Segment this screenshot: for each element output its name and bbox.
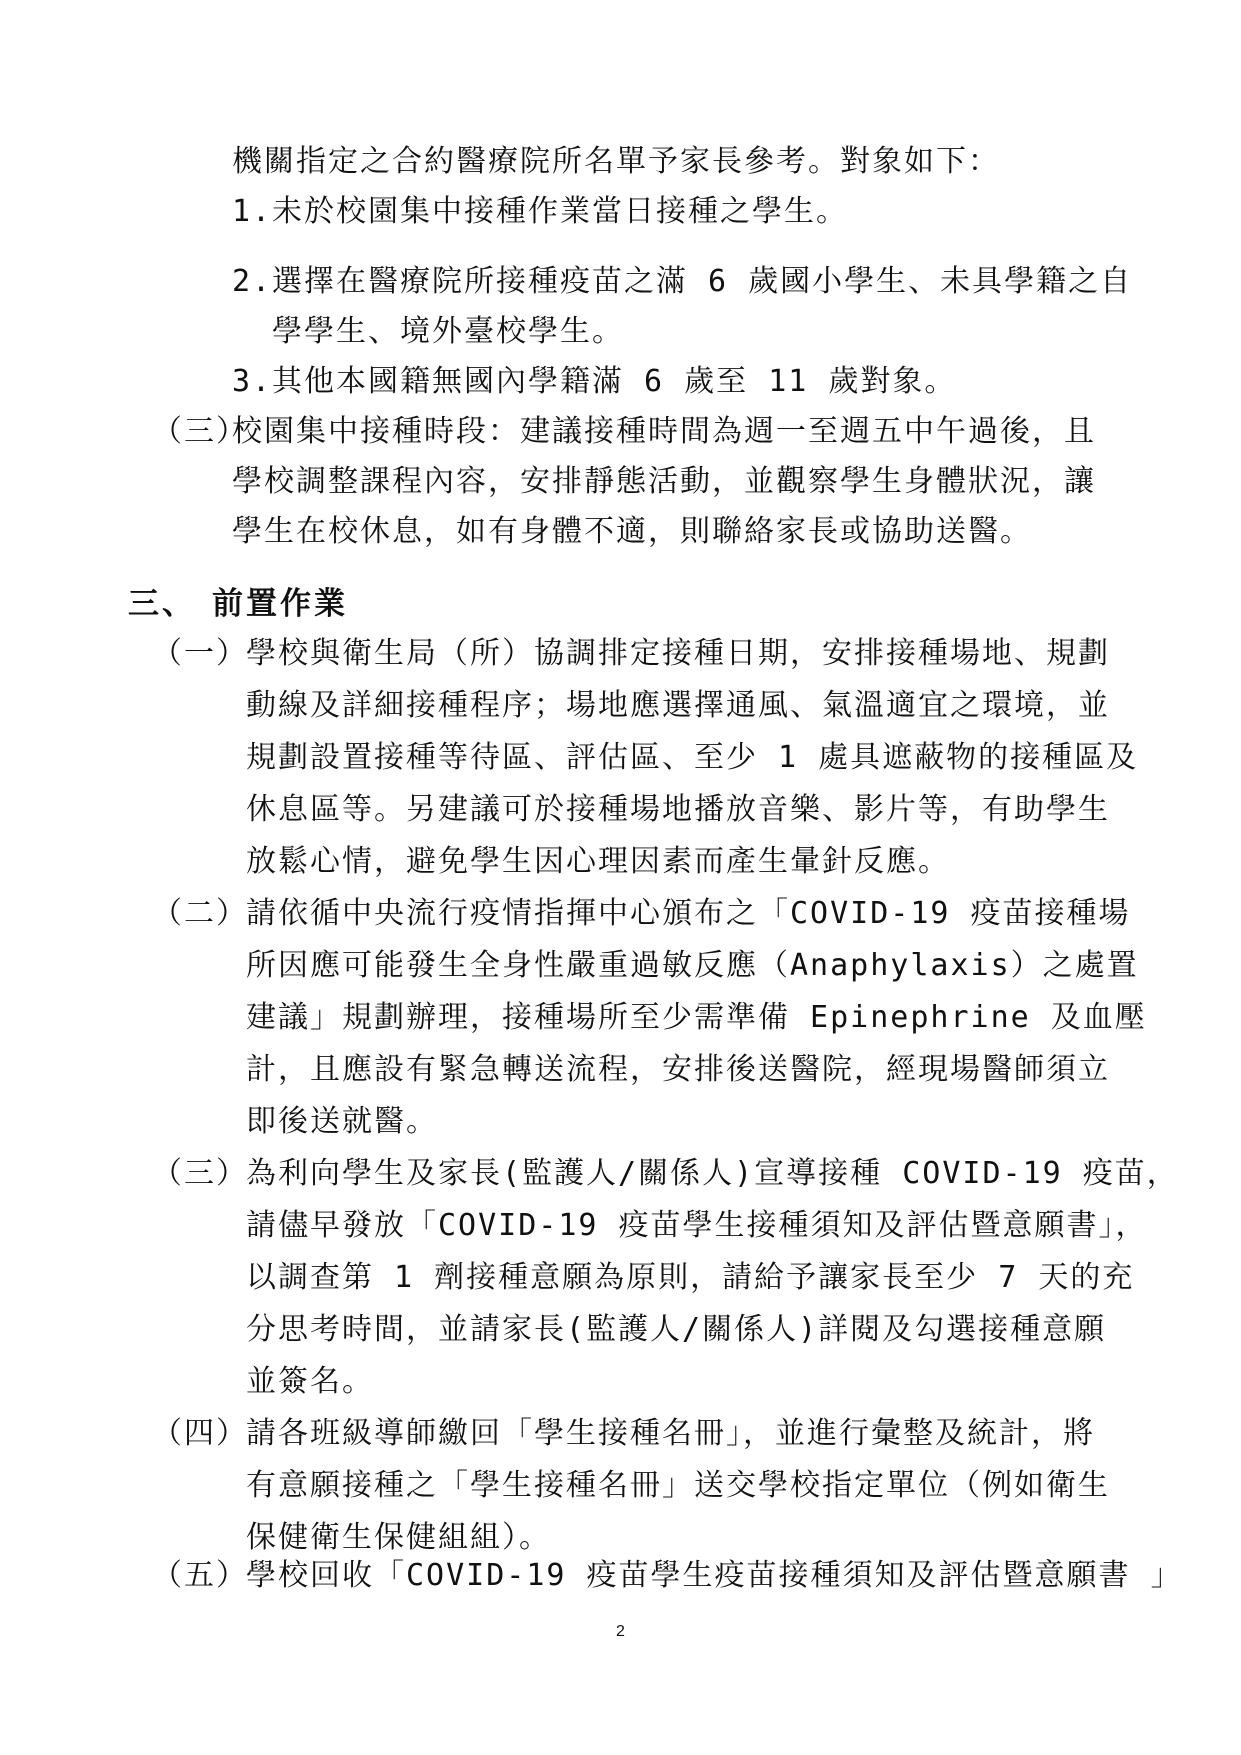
list-item-text: 未於校園集中接種作業當日接種之學生。	[272, 194, 848, 229]
paragraph-line: 放鬆心情，避免學生因心理因素而產生暈針反應。	[246, 844, 950, 879]
paragraph-line: 計，且應設有緊急轉送流程，安排後送醫院，經現場醫師須立	[246, 1052, 1110, 1087]
intro-line: 機關指定之合約醫療院所名單予家長參考。對象如下：	[232, 144, 1000, 179]
paragraph-line: 學校調整課程內容，安排靜態活動，並觀察學生身體狀況，讓	[232, 464, 1096, 499]
paragraph-line: 學校與衛生局（所）協調排定接種日期，安排接種場地、規劃	[246, 636, 1110, 671]
paragraph-line: 建議」規劃辦理，接種場所至少需準備 Epinephrine 及血壓	[246, 1000, 1147, 1035]
paragraph-line: 動線及詳細接種程序；場地應選擇通風、氣溫適宜之環境，並	[246, 688, 1110, 723]
item-label: （三）	[152, 1156, 248, 1191]
paragraph-line: 分思考時間，並請家長(監護人/關係人)詳閱及勾選接種意願	[246, 1312, 1107, 1347]
paragraph-line: 即後送就醫。	[246, 1104, 438, 1139]
paragraph-line: 並簽名。	[246, 1364, 374, 1399]
list-item-text: 其他本國籍無國內學籍滿 6 歲至 11 歲對象。	[272, 364, 957, 399]
paragraph-line: 以調查第 1 劑接種意願為原則，請給予讓家長至少 7 天的充	[246, 1260, 1135, 1295]
paragraph-line: 學校回收「COVID-19 疫苗學生疫苗接種須知及評估暨意願書 」	[246, 1558, 1183, 1593]
list-item-text: 選擇在醫療院所接種疫苗之滿 6 歲國小學生、未具學籍之自	[272, 264, 1133, 299]
item-label: （一）	[152, 636, 248, 671]
paragraph-line: 學生在校休息，如有身體不適，則聯絡家長或協助送醫。	[232, 514, 1032, 549]
paragraph-line: 規劃設置接種等待區、評估區、至少 1 處具遮蔽物的接種區及	[246, 740, 1139, 775]
paragraph-line: 休息區等。另建議可於接種場地播放音樂、影片等，有助學生	[246, 792, 1110, 827]
section-heading-title: 前置作業	[212, 586, 348, 622]
list-item-number: 1.	[232, 194, 273, 229]
item-label: （四）	[152, 1416, 248, 1451]
section-heading-number: 三、	[128, 586, 196, 622]
paragraph-line: 為利向學生及家長(監護人/關係人)宣導接種 COVID-19 疫苗，	[246, 1156, 1179, 1191]
paragraph-line: 請依循中央流行疫情指揮中心頒布之「COVID-19 疫苗接種場	[246, 896, 1131, 931]
page-number: 2	[616, 1623, 625, 1640]
item-label: （五）	[152, 1558, 248, 1593]
paragraph-line: 保健衛生保健組組）。	[246, 1520, 551, 1555]
paragraph-line: 請各班級導師繳回「學生接種名冊」，並進行彙整及統計，將	[246, 1416, 1095, 1451]
paragraph-line: 校園集中接種時段：建議接種時間為週一至週五中午過後，且	[232, 414, 1096, 449]
paragraph-line: 所因應可能發生全身性嚴重過敏反應（Anaphylaxis）之處置	[246, 948, 1139, 983]
list-item-number: 3.	[232, 364, 273, 399]
item-label: （三）	[152, 414, 248, 449]
list-item-number: 2.	[232, 264, 273, 299]
list-item-text: 學學生、境外臺校學生。	[272, 314, 624, 349]
paragraph-line: 請儘早發放「COVID-19 疫苗學生接種須知及評估暨意願書」，	[246, 1208, 1148, 1243]
paragraph-line: 有意願接種之「學生接種名冊」送交學校指定單位（例如衛生	[246, 1468, 1110, 1503]
item-label: （二）	[152, 896, 248, 931]
